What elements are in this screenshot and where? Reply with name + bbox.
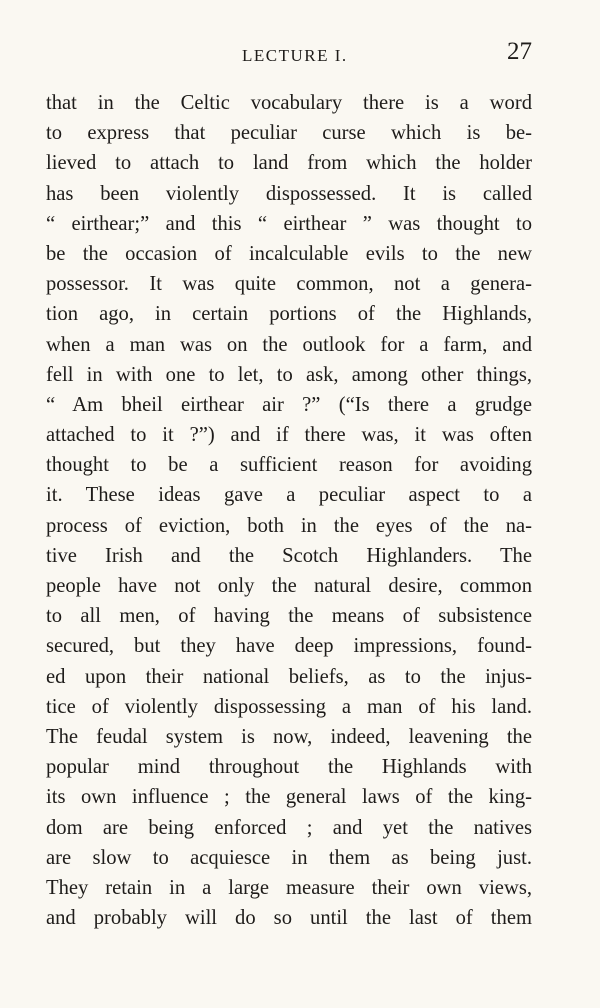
text-line: The feudal system is now, indeed, leavening the [46, 725, 532, 748]
text-line: are slow to acquiesce in them as being just. [46, 846, 532, 869]
running-head [46, 36, 532, 70]
text-line: popular mind throughout the Highlands with [46, 756, 532, 779]
text-line: “ Am bheil eirthear air ?” (“Is there a grudge [46, 393, 532, 416]
text-line: to all men, of having the means of subsistence [46, 605, 532, 628]
page-number: 27 [507, 38, 532, 65]
text-line: to express that peculiar curse which is be- [46, 122, 532, 145]
text-line: lieved to attach to land from which the holder [46, 152, 532, 175]
text-line: tive Irish and the Scotch Highlanders. The [46, 544, 532, 567]
text-line: attached to it ?”) and if there was, it was often [46, 424, 532, 447]
text-line: its own influence ; the general laws of the king- [46, 786, 532, 809]
text-line: fell in with one to let, to ask, among other things, [46, 363, 532, 386]
text-line: it. These ideas gave a peculiar aspect to a [46, 484, 532, 507]
text-line: “ eirthear;” and this “ eirthear ” was thought to [46, 212, 532, 235]
text-line: tion ago, in certain portions of the Highlands, [46, 303, 532, 326]
text-line: that in the Celtic vocabulary there is a word [46, 92, 532, 114]
text-line: has been violently dispossessed. It is called [46, 182, 532, 205]
text-line: dom are being enforced ; and yet the natives [46, 816, 532, 839]
running-head-title: LECTURE I. [242, 46, 348, 65]
text-line: tice of violently dispossessing a man of his land. [46, 695, 532, 718]
text-line: when a man was on the outlook for a farm, and [46, 333, 532, 356]
text-line: They retain in a large measure their own views, [46, 876, 532, 899]
text-line: be the occasion of incalculable evils to the new [46, 242, 532, 265]
text-line: people have not only the natural desire, common [46, 575, 532, 597]
text-line: secured, but they have deep impressions, found- [46, 635, 532, 658]
text-line: process of eviction, both in the eyes of the na- [46, 514, 532, 537]
text-line: ed upon their national beliefs, as to the injus- [46, 665, 532, 688]
text-line: possessor. It was quite common, not a genera- [46, 273, 532, 296]
body-text [46, 88, 532, 933]
text-line: and probably will do so until the last of them [46, 907, 532, 930]
text-line: thought to be a sufficient reason for avoiding [46, 454, 532, 477]
